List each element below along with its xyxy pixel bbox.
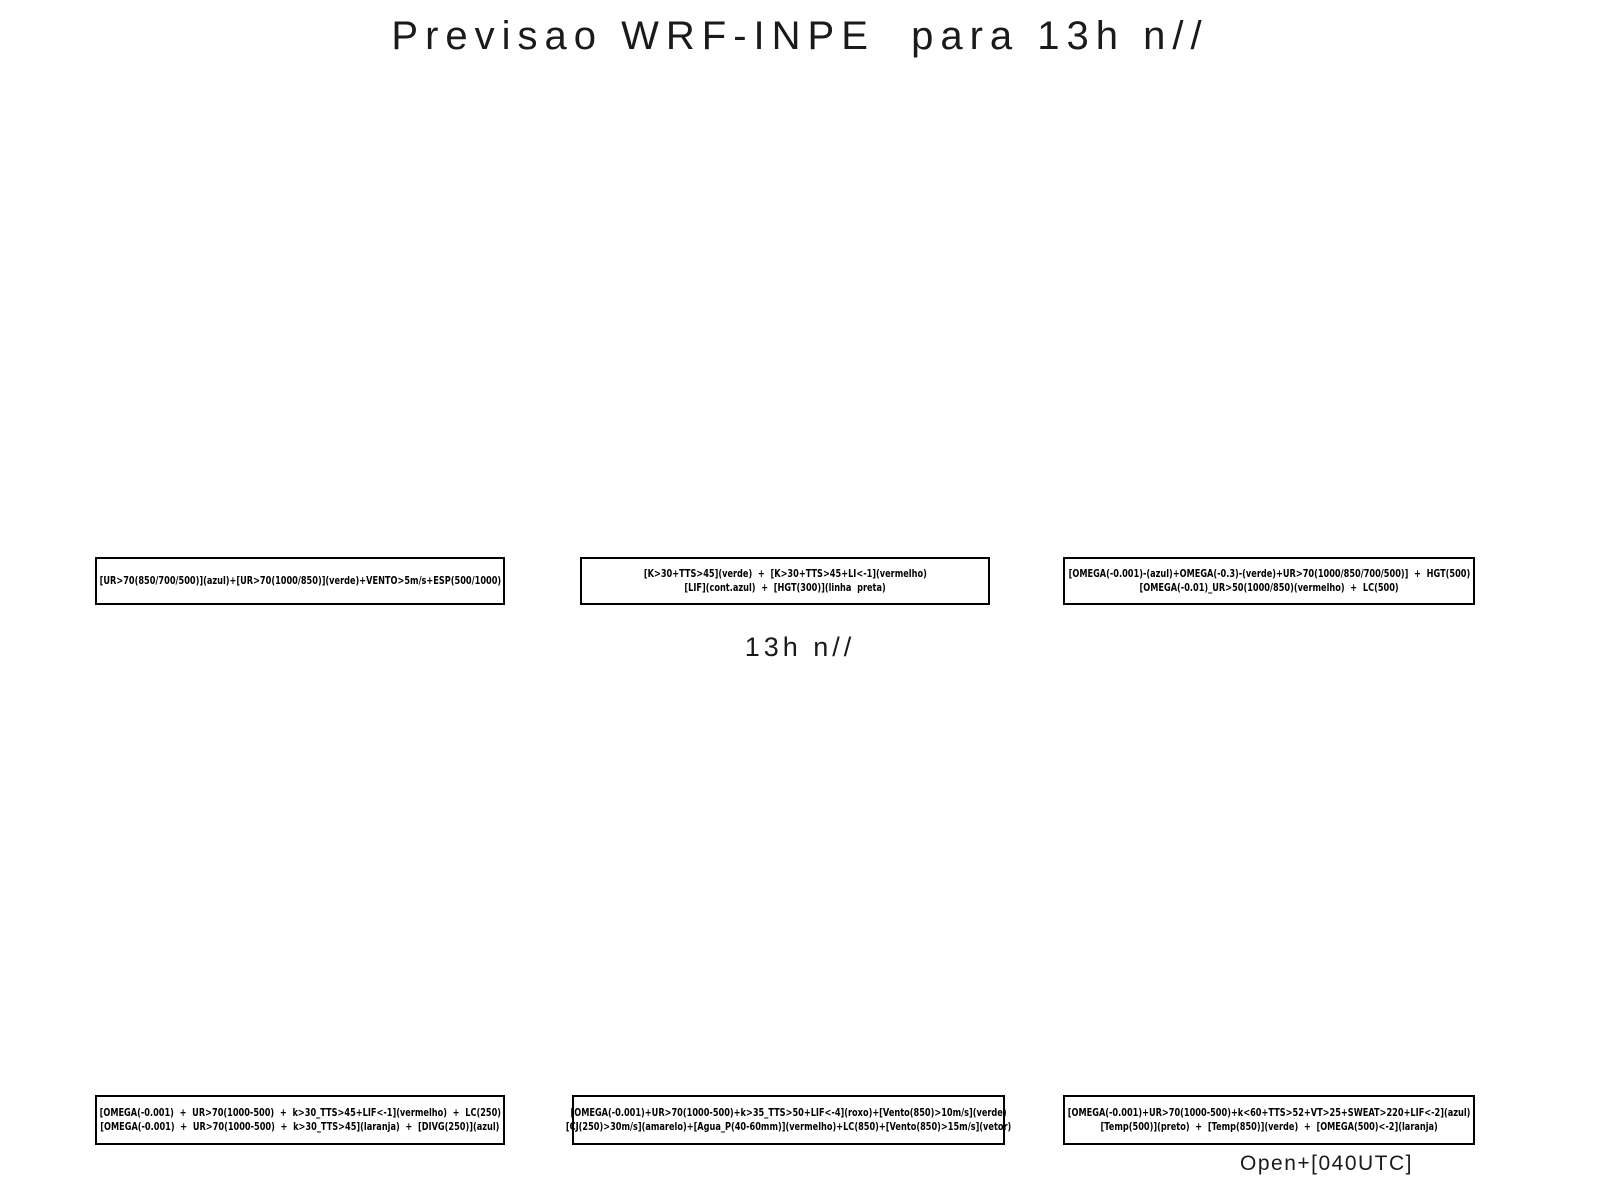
legend-line: [LIF](cont.azul) + [HGT(300)](linha preta) — [684, 582, 886, 594]
time-label: 13h n// — [744, 632, 856, 662]
legend-box-bottom-center — [565, 1095, 1012, 1145]
legend-box-bottom-right — [1063, 1095, 1475, 1145]
legend-line: [OMEGA(-0.001)+UR>70(1000-500)+k>35_TTS>50+LIF<-4](roxo)+[Vento(850)>10m/s](verde) — [570, 1107, 1007, 1119]
legend-line: [Temp(500)](preto) + [Temp(850)](verde) + [OMEGA(500)<-2](laranja) — [1100, 1121, 1438, 1133]
legend-box-bottom-left — [95, 1095, 505, 1145]
page-title: Previsao WRF-INPE para 13h n// — [391, 14, 1209, 58]
legend-line: [OMEGA(-0.001) + UR>70(1000-500) + k>30_TTS>45+LIF<-1](vermelho) + LC(250) — [99, 1107, 501, 1119]
legend-line: [OMEGA(-0.001)+UR>70(1000-500)+k<60+TTS>52+VT>25+SWEAT>220+LIF<-2](azul) — [1067, 1107, 1471, 1119]
legend-box-top-center — [580, 557, 990, 605]
footer-utc-label: Open+[040UTC] — [1240, 1152, 1414, 1175]
legend-line: [CJ(250)>30m/s](amarelo)+[Agua_P(40-60mm)](vermelho)+LC(850)+[Vento(850)>15m/s](vetor) — [565, 1121, 1012, 1133]
legend-line: [OMEGA(-0.001) + UR>70(1000-500) + k>30_TTS>45](laranja) + [DIVG(250)](azul) — [100, 1121, 500, 1133]
legend-line: [K>30+TTS>45](verde) + [K>30+TTS>45+LI<-1](vermelho) — [643, 568, 927, 580]
legend-box-top-right — [1063, 557, 1475, 605]
legend-line: [OMEGA(-0.001)-(azul)+OMEGA(-0.3)-(verde)+UR>70(1000/850/700/500)] + HGT(500) — [1068, 568, 1470, 580]
legend-line: [OMEGA(-0.01)_UR>50(1000/850)(vermelho) + LC(500) — [1139, 582, 1399, 594]
legend-line: [UR>70(850/700/500)](azul)+[UR>70(1000/850)](verde)+VENTO>5m/s+ESP(500/1000) — [99, 575, 501, 587]
legend-box-top-left — [95, 557, 505, 605]
